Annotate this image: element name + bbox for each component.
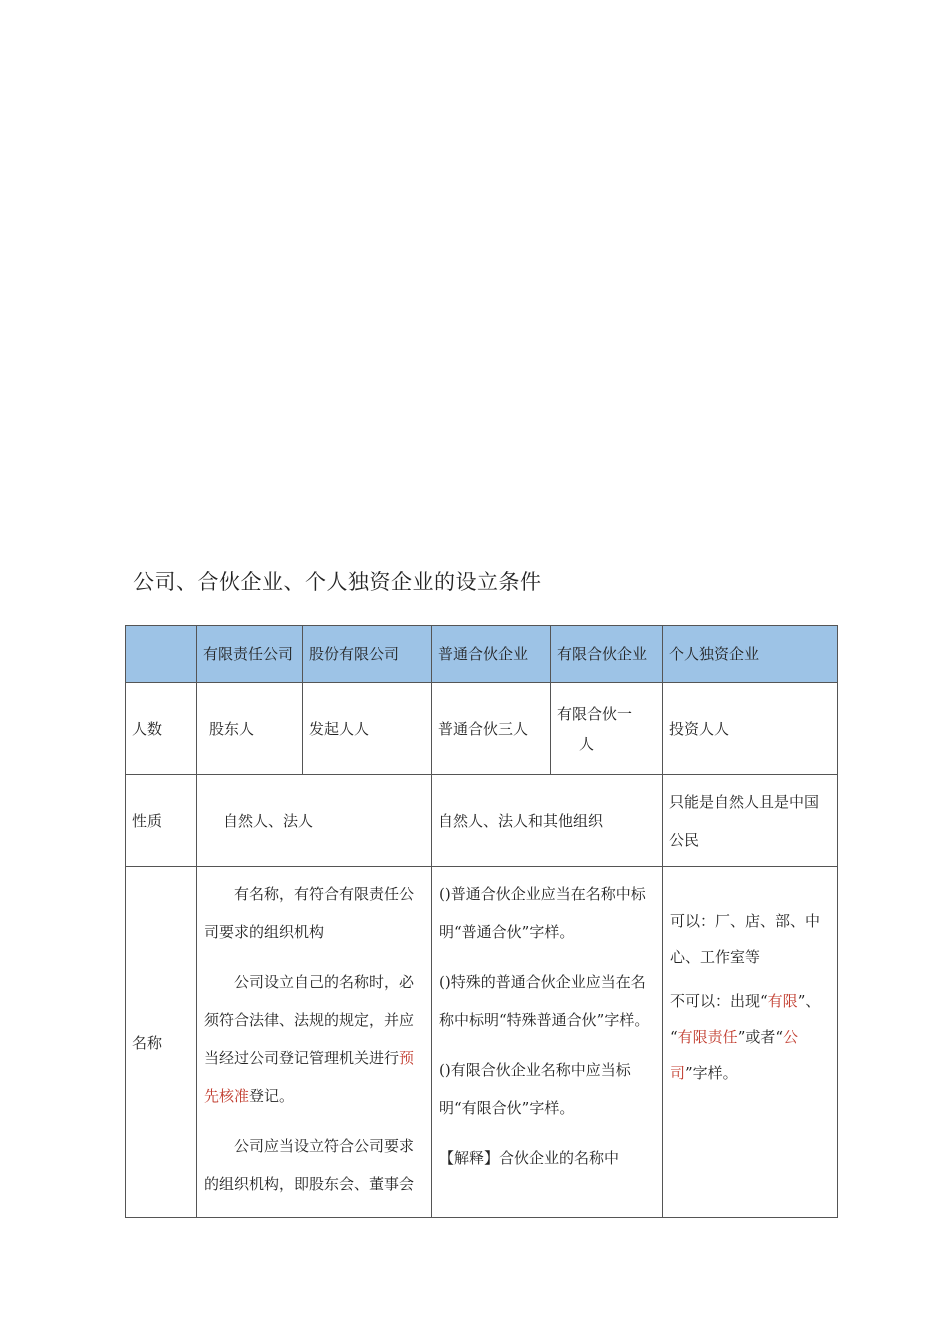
nature-partnership: 自然人、法人和其他组织 bbox=[432, 775, 663, 867]
table-row-people bbox=[126, 683, 838, 775]
name-sole bbox=[663, 867, 838, 1218]
name-company-p2-text: 公司设立自己的名称时，必须符合法律、法规的规定，并应当经过公司登记管理机关进行 bbox=[204, 973, 415, 1067]
row-label-nature: 性质 bbox=[126, 775, 197, 867]
name-sole-p5-tail: ”字样。 bbox=[685, 1064, 738, 1082]
name-partner-p4: 【解释】合伙企业的名称中 bbox=[439, 1149, 620, 1167]
name-company-p2 bbox=[204, 963, 425, 1115]
header-general-partnership: 普通合伙企业 bbox=[432, 626, 551, 683]
name-sole-p4-highlight2: 公 bbox=[783, 1028, 799, 1046]
nature-sole-line2: 公民 bbox=[669, 830, 700, 849]
nature-sole-line1: 只能是自然人且是中国 bbox=[669, 792, 820, 811]
people-lp-line1: 有限合伙一 bbox=[557, 704, 633, 723]
name-sole-p3-text: 不可以：出现“ bbox=[670, 992, 768, 1010]
name-sole-p3 bbox=[670, 991, 831, 1011]
name-sole-p5-highlight: 司 bbox=[670, 1064, 686, 1082]
nature-sole bbox=[663, 775, 838, 867]
header-llc: 有限责任公司 bbox=[197, 626, 303, 683]
name-company-p2-highlight: 预先核准 bbox=[204, 1049, 415, 1105]
name-partnership bbox=[432, 867, 663, 1218]
name-partner-p1: ()普通合伙企业应当在名称中标明“普通合伙”字样。 bbox=[439, 885, 646, 941]
name-sole-p4-highlight: 有限责任 bbox=[677, 1028, 738, 1046]
name-sole-p4-open: “ bbox=[670, 1028, 678, 1046]
header-empty bbox=[126, 626, 197, 683]
people-lp-line2: 人 bbox=[579, 734, 595, 753]
people-llc: 股东人 bbox=[197, 683, 303, 775]
people-jsc: 发起人人 bbox=[303, 683, 432, 775]
people-lp bbox=[551, 683, 663, 775]
header-sole-proprietorship: 个人独资企业 bbox=[663, 626, 838, 683]
name-partner-p3: ()有限合伙企业名称中应当标明“有限合伙”字样。 bbox=[439, 1061, 631, 1117]
document-title: 公司、合伙企业、个人独资企业的设立条件 bbox=[133, 570, 542, 594]
people-sole: 投资人人 bbox=[663, 683, 838, 775]
table-row-nature bbox=[126, 775, 838, 867]
name-company-p1: 有名称，有符合有限责任公司要求的组织机构 bbox=[204, 885, 415, 941]
name-company bbox=[197, 867, 432, 1218]
name-sole-p3-tail: ”、 bbox=[797, 992, 821, 1010]
table-row-name bbox=[126, 867, 838, 1218]
header-limited-partnership: 有限合伙企业 bbox=[551, 626, 663, 683]
name-company-p2-tail: 登记。 bbox=[249, 1087, 295, 1105]
row-label-people: 人数 bbox=[126, 683, 197, 775]
people-gp: 普通合伙三人 bbox=[432, 683, 551, 775]
name-company-p3: 公司应当设立符合公司要求的组织机构，即股东会、董事会 bbox=[204, 1137, 415, 1193]
name-partner-p2: ()特殊的普通合伙企业应当在名称中标明“特殊普通合伙”字样。 bbox=[439, 973, 650, 1029]
nature-company: 自然人、法人 bbox=[197, 775, 432, 867]
row-label-name: 名称 bbox=[126, 867, 197, 1218]
name-sole-p3-highlight: 有限 bbox=[767, 992, 798, 1010]
name-sole-p1: 可以：厂、店、部、中 bbox=[670, 912, 821, 930]
name-sole-p2: 心、工作室等 bbox=[670, 948, 761, 966]
table-header-row bbox=[126, 626, 838, 683]
establishment-conditions-table bbox=[125, 625, 838, 1218]
name-sole-p5 bbox=[670, 1063, 831, 1083]
header-jsc: 股份有限公司 bbox=[303, 626, 432, 683]
name-sole-p4 bbox=[670, 1027, 831, 1047]
name-sole-p4-mid: ”或者“ bbox=[737, 1028, 784, 1046]
